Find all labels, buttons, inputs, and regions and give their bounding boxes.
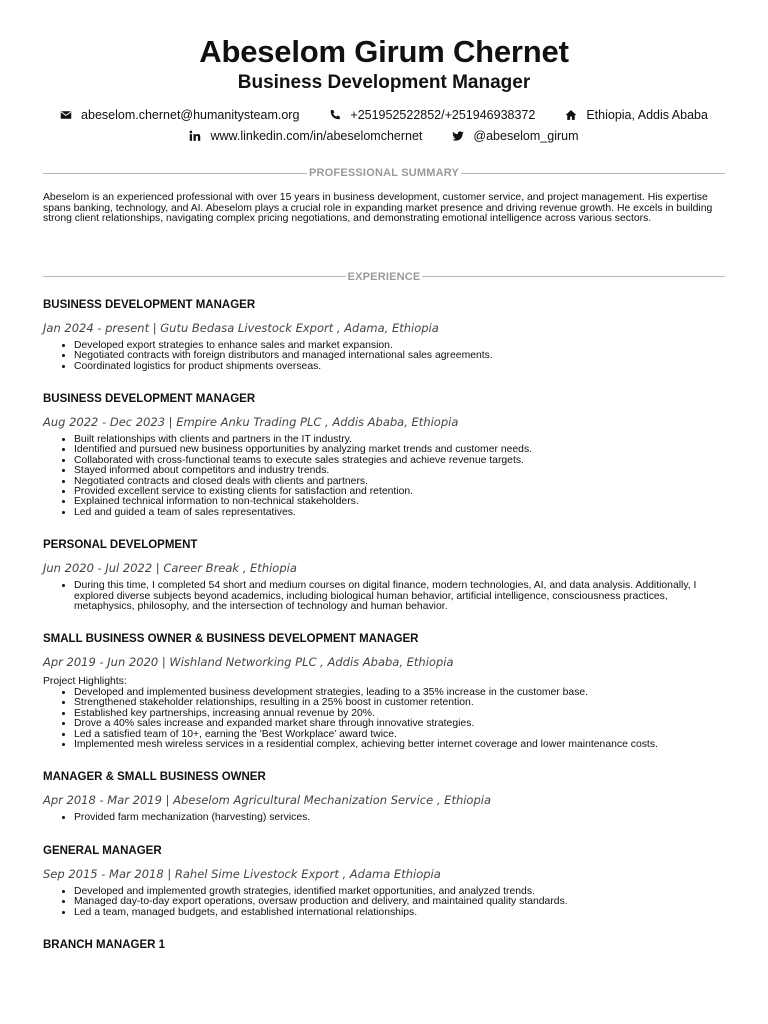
job-bullets [43, 813, 725, 823]
divider-line [461, 173, 725, 174]
job-meta: Sep 2015 - Mar 2018 | Rahel Sime Livestock Export , Adama Ethiopia [43, 866, 441, 881]
bullet-item: • Built relationships with clients and partners in the IT industry. [74, 435, 725, 445]
job-meta: Apr 2018 - Mar 2019 | Abeselom Agricultural Mechanization Service , Ethiopia [43, 793, 492, 808]
bullet-item: • Led a team, managed budgets, and established international relationships. [74, 908, 725, 918]
contact-location [565, 107, 708, 123]
bullet-item: • Negotiated contracts with foreign distributors and managed international sales agreements. [74, 351, 725, 361]
professional-summary: Abeselom is an experienced professional with over 15 years in business development, customer service, and project management. His expertise spans banking, technology, and AI. Abeselom plays a crucial role in expanding market presence and driving revenue growth. He excels in building strong client relationships, navigating complex pricing negotiations, and demonstrating emotional intelligence across various sectors. [43, 192, 713, 225]
location-text: Ethiopia, Addis Ababa [586, 108, 708, 122]
bullet-item: • Established key partnerships, increasing annual revenue by 20%. [74, 709, 725, 719]
section-heading-experience: EXPERIENCE [347, 270, 421, 283]
job-title: BRANCH MANAGER 1 [43, 938, 166, 951]
bullet-item: • Coordinated logistics for product shipments overseas. [74, 362, 725, 372]
divider-line [43, 173, 307, 174]
bullet-item: • Stayed informed about competitors and industry trends. [74, 466, 725, 476]
phone-text: +251952522852/+251946938372 [350, 108, 536, 122]
experience-entry [43, 392, 725, 518]
experience-list [43, 298, 725, 952]
experience-entry [43, 770, 725, 823]
bullet-item: • Developed export strategies to enhance sales and market expansion. [74, 341, 725, 351]
experience-entry [43, 938, 725, 952]
bullet-item: • Implemented mesh wireless services in a residential complex, achieving better internet coverage and lower maintenance costs. [74, 740, 725, 750]
contact-phone[interactable] [329, 107, 535, 123]
phone-icon [329, 109, 341, 121]
bullet-item: • During this time, I completed 54 short and medium courses on digital finance, modern technologies, AI, and data analysis. Additionally, I explored diverse subjects beyond academics, including biological human behavior, artificial intelligence, consciousness practices, metaphysics, philosophy, and the intersection of technology and human behavior. [74, 581, 725, 612]
divider-line [422, 276, 725, 277]
divider-line [43, 276, 346, 277]
twitter-text: @abeselom_girum [473, 129, 579, 143]
linkedin-text: www.linkedin.com/in/abeselomchernet [210, 129, 423, 143]
candidate-name: Abeselom Girum Chernet [199, 34, 569, 69]
section-heading-summary: PROFESSIONAL SUMMARY [308, 167, 460, 179]
bullet-item: • Strengthened stakeholder relationships, resulting in a 25% boost in customer retention. [74, 698, 725, 708]
contact-linkedin[interactable] [189, 128, 422, 144]
job-title: SMALL BUSINESS OWNER & BUSINESS DEVELOPMENT MANAGER [43, 633, 419, 646]
job-intro: Project Highlights: [43, 676, 127, 688]
job-meta: Aug 2022 - Dec 2023 | Empire Anku Trading PLC , Addis Ababa, Ethiopia [43, 415, 459, 429]
experience-entry [43, 632, 725, 750]
contact-row-primary [43, 107, 725, 123]
bullet-item: • Developed and implemented growth strategies, identified market opportunities, and analyzed trends. [74, 887, 725, 897]
bullet-item: • Negotiated contracts and closed deals with clients and partners. [74, 477, 725, 487]
contact-twitter[interactable] [452, 128, 578, 144]
job-meta: Jan 2024 - present | Gutu Bedasa Livestock Export , Adama, Ethiopia [43, 320, 439, 335]
job-bullets [43, 435, 725, 518]
job-bullets [43, 581, 725, 612]
bullet-item: • Developed and implemented business development strategies, leading to a 35% increase in the customer base. [74, 688, 725, 698]
job-title: MANAGER & SMALL BUSINESS OWNER [43, 771, 266, 784]
experience-entry [43, 298, 725, 372]
experience-entry [43, 538, 725, 612]
candidate-title: Business Development Manager [237, 72, 531, 93]
job-meta: Jun 2020 - Jul 2022 | Career Break , Ethiopia [43, 561, 297, 576]
email-text: abeselom.chernet@humanitysteam.org [81, 108, 300, 122]
job-title: GENERAL MANAGER [43, 844, 162, 857]
job-title: BUSINESS DEVELOPMENT MANAGER [43, 393, 256, 405]
job-title: BUSINESS DEVELOPMENT MANAGER [43, 298, 256, 311]
bullet-item: • Collaborated with cross-functional teams to execute sales strategies and achieve revenue targets. [74, 456, 725, 466]
bullet-item: • Led and guided a team of sales representatives. [74, 508, 725, 518]
twitter-icon [452, 130, 464, 142]
job-meta: Apr 2019 - Jun 2020 | Wishland Networking PLC , Addis Ababa, Ethiopia [43, 655, 454, 670]
contact-email[interactable] [60, 107, 299, 123]
home-icon [565, 109, 577, 121]
job-title: PERSONAL DEVELOPMENT [43, 539, 198, 552]
section-divider-experience [43, 271, 725, 283]
section-divider-summary [43, 167, 725, 179]
job-bullets [43, 887, 725, 918]
experience-entry [43, 844, 725, 918]
bullet-item: • Managed day-to-day export operations, oversaw production and delivery, and maintained quality standards. [74, 897, 725, 907]
bullet-item: • Led a satisfied team of 10+, earning the 'Best Workplace' award twice. [74, 730, 725, 740]
job-bullets [43, 341, 725, 372]
envelope-icon [60, 109, 72, 121]
linkedin-icon [189, 130, 201, 142]
bullet-item: • Provided farm mechanization (harvesting) services. [74, 813, 725, 823]
bullet-item: • Provided excellent service to existing clients for satisfaction and retention. [74, 487, 725, 497]
bullet-item: • Explained technical information to non-technical stakeholders. [74, 497, 725, 507]
contact-row-secondary [43, 128, 725, 144]
bullet-item: • Identified and pursued new business opportunities by analyzing market trends and customer needs. [74, 445, 725, 455]
bullet-item: • Drove a 40% sales increase and expanded market share through innovative strategies. [74, 719, 725, 729]
job-bullets [43, 688, 725, 750]
